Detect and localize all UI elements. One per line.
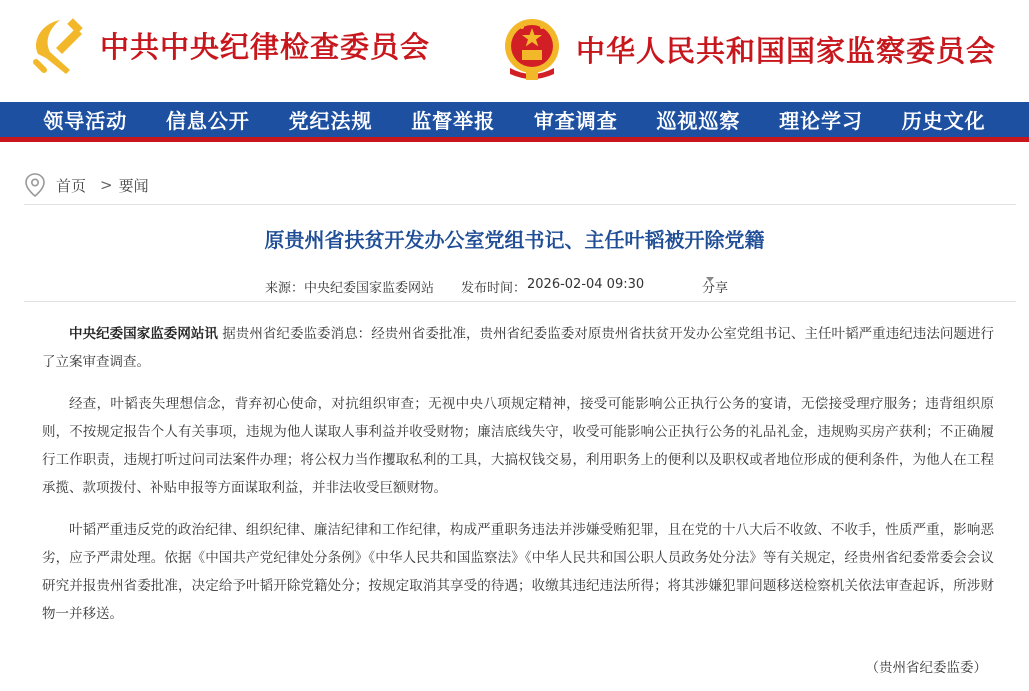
article-signature: （贵州省纪委监委） — [865, 660, 987, 676]
location-pin-icon — [24, 172, 46, 198]
article-body — [42, 320, 994, 642]
national-emblem-icon — [500, 14, 564, 84]
lead-bold: 中央纪委国家监委网站讯 — [69, 326, 218, 342]
paragraph-3: 叶韬严重违反党的政治纪律、组织纪律、廉洁纪律和工作纪律，构成严重职务违法并涉嫌受贿犯罪，且在党的十八大后不收敛、不收手，性质严重，影响恶劣，应予严肃处理。依据《中国共产党纪律处分条例》《中华人民共和国监察法》《中华人民共和国公职人员政务处分法》等有关规定，经贵州省纪委常委会会议研究并报贵州省委批准，决定给予叶韬开除党籍处分；按规定取消其享受的待遇；收缴其违纪违法所得；将其涉嫌犯罪问题移送检察机关依法审查起诉，所涉财物一并移送。 — [42, 522, 994, 622]
nav-item-report[interactable]: 监督举报 — [411, 109, 496, 133]
main-nav — [0, 102, 1029, 142]
paragraph-1 — [42, 320, 994, 376]
breadcrumb — [24, 172, 149, 198]
site-header — [0, 0, 1029, 102]
nav-item-info-disclosure[interactable]: 信息公开 — [165, 109, 250, 133]
meta-divider — [24, 301, 1016, 302]
right-logo-text: 中华人民共和国国家监察委员会 — [576, 33, 997, 68]
nsc-logo[interactable] — [500, 14, 996, 84]
left-logo-text: 中共中央纪律检查委员会 — [100, 29, 431, 64]
nav-item-theory[interactable]: 理论学习 — [779, 109, 864, 133]
source-value: 中央纪委国家监委网站 — [304, 281, 435, 296]
paragraph-2: 经查，叶韬丧失理想信念，背弃初心使命，对抗组织审查；无视中央八项规定精神，接受可能影响公正执行公务的宴请，无偿接受理疗服务；违背组织原则，不按规定报告个人有关事项，违规为他人谋取人事利益并收受财物；廉洁底线失守，收受可能影响公正执行公务的礼品礼金，违规购买房产获利；不正确履行工作职责，违规打听过问司法案件办理；将公权力当作攫取私利的工具，大搞权钱交易，利用职务上的便利以及职权或者地位形成的便利条件，为他人在工程承揽、款项拨付、补贴申报等方面谋取利益，并非法收受巨额财物。 — [42, 396, 994, 496]
caret-down-icon — [706, 277, 714, 282]
paragraph-1-text: 据贵州省纪委监委消息：经贵州省委批准，贵州省纪委监委对原贵州省扶贫开发办公室党组书记、主任叶韬严重违纪违法问题进行了立案审查调查。 — [42, 326, 994, 370]
breadcrumb-separator: > — [100, 176, 113, 194]
publish-time: 2026-02-04 09:30 — [527, 277, 645, 292]
breadcrumb-divider — [24, 204, 1016, 205]
party-emblem-icon — [26, 14, 88, 76]
share-label: 分享 — [702, 281, 729, 296]
breadcrumb-current[interactable]: 要闻 — [118, 176, 149, 195]
cpc-logo[interactable] — [26, 14, 430, 76]
article-title: 原贵州省扶贫开发办公室党组书记、主任叶韬被开除党籍 — [264, 228, 765, 252]
nav-item-regulations[interactable]: 党纪法规 — [288, 109, 373, 133]
nav-item-investigation[interactable]: 审查调查 — [533, 109, 618, 133]
nav-item-inspection[interactable]: 巡视巡察 — [656, 109, 741, 133]
source-label: 来源： — [265, 281, 305, 296]
nav-item-history[interactable]: 历史文化 — [901, 109, 986, 133]
breadcrumb-home[interactable]: 首页 — [56, 176, 87, 195]
time-label: 发布时间： — [461, 281, 527, 296]
nav-item-leadership[interactable]: 领导活动 — [43, 109, 128, 133]
